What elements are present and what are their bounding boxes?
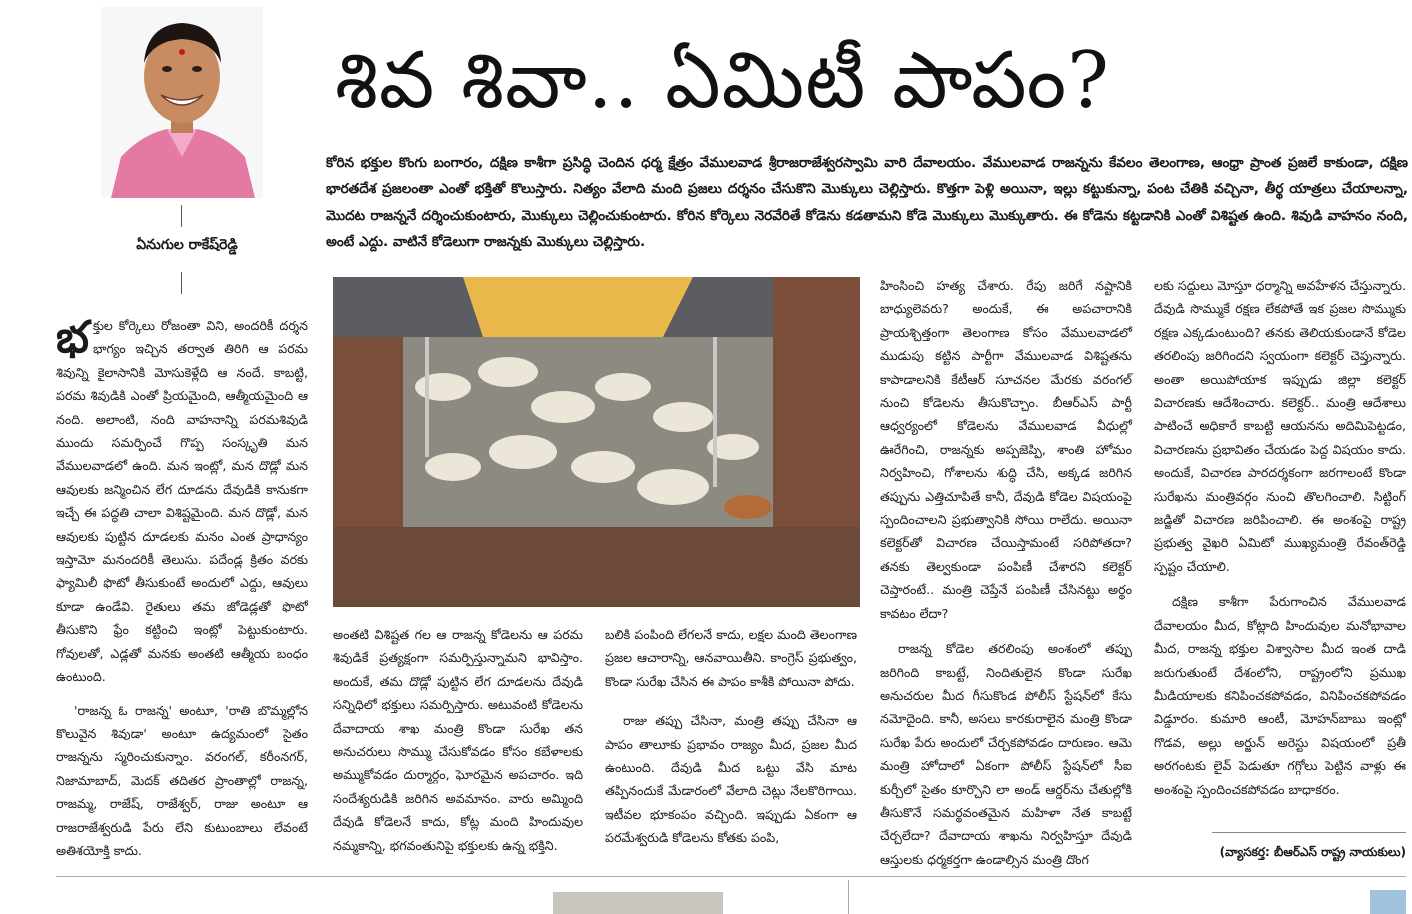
paragraph: హింసించి హత్య చేశారు. రేపు జరిగే నష్టానికి బాధ్యులెవరు? అందుకే, ఈ అపచారానికి ప్రాయశ్చిత్తంగా తెలంగాణ కోసం వేములవాడలో ముడుపు కట్టిన పార్టీగా వేములవాడ విశిష్టతను కాపాడాలనికి కేటీఆర్ సూచనల మేరకు వరంగల్ నుంచి కోడెలను తీసుకొచ్చాం. బీఆర్ఎస్ పార్టీ ఆధ్వర్యంలో కోడెలను వేములవాడ వీధుల్లో ఊరేగించి, రాజన్నకు అప్పజెప్పి, శాంతి హోమం నిర్వహించి, గోశాలను శుద్ధి చేసి, అక్కడ జరిగిన తప్పును ఎత్తిచూపితే కానీ, దేవుడి కోడెల విషయంపై స్పందించాలని ప్రభుత్వానికి సోయి రాలేదు. అయినా కలెక్టర్‌తో విచారణ చేయిస్తామంటే సరిపోతదా? తనకు తెల్వకుండా పంపిణీ చేశారని కలెక్టర్ చెప్తారంటే.. మంత్రి చెప్తేనే పంపిణీ చేసినట్టు అర్థం కావటం లేదా?	[880, 278, 1132, 621]
next-article-fragment	[553, 892, 723, 914]
article-column-3	[605, 623, 857, 850]
drop-cap: భ	[56, 312, 89, 363]
intro-paragraph: కోరిన భక్తుల కొంగు బంగారం, దక్షిణ కాశీగా ప్రసిద్ధి చెందిన ధర్మ క్షేత్రం వేములవాడ శ్రీరాజరాజేశ్వరస్వామి వారి దేవాలయం. వేములవాడ రాజన్నను కేవలం తెలంగాణ, ఆంధ్రా ప్రాంత ప్రజలే కాకుండా, దక్షిణ భారతదేశ ప్రజలంతా ఎంతో భక్తితో కొలుస్తారు. నిత్యం వేలాది మంది ప్రజలు దర్శనం చేసుకొని మొక్కులు చెల్లిస్తారు. కొత్తగా పెళ్లి అయినా, ఇల్లు కట్టుకున్నా, పంట చేతికి వచ్చినా, తీర్థ యాత్రలు చేయాలన్నా, మొదట రాజన్ననే దర్శించుకుంటారు, మొక్కులు చెల్లించుకుంటారు. కోరిన కోర్కెలు నెరవేరితే కోడెను కడతామని కోడె మొక్కులు మొక్కుతారు. ఈ కోడెను కట్టడానికి ఎంతో విశిష్టత ఉంది. శివుడి వాహనం నంది, అంటే ఎద్దు. వాటినే కోడెలుగా రాజన్నకు మొక్కులు చెల్లిస్తారు.	[326, 155, 1408, 251]
paragraph: లకు సద్దులు మోస్తూ ధర్మాన్ని అవహేళన చేస్తున్నారు. దేవుడి సొమ్ముకే రక్షణ లేకపోతే ఇక ప్రజల సొమ్ముకు రక్షణ ఎక్కడుంటుంది? తనకు తెలియకుండానే కోడెల తరలింపు జరిగిందని స్వయంగా కలెక్టర్ చెప్తున్నారు. అంతా అయిపోయాక ఇప్పుడు జిల్లా కలెక్టర్ విచారణకు ఆదేశించారు. కలెక్టర్.. మంత్రి ఆదేశాలు పాటించే అధికారే కాబట్టి ఆయనను అదిమిపెట్టడం, విచారణను ప్రభావితం చేయడం పెద్ద విషయం కాదు. అందుకే, విచారణ పారదర్శకంగా జరగాలంటే కొండా సురేఖను మంత్రివర్గం నుంచి తొలగించాలి. సిట్టింగ్ జడ్జితో విచారణ జరిపించాలి. ఈ అంశంపై రాష్ట్ర ప్రభుత్వ వైఖరి ఏమిటో ముఖ్యమంత్రి రేవంత్‌రెడ్డి స్పష్టం చేయాలి.	[1154, 278, 1406, 574]
author-photo	[101, 7, 263, 198]
paragraph: బలికి పంపింది లేగలనే కాదు, లక్షల మంది తెలంగాణ ప్రజల ఆచారాన్ని, ఆనవాయితీని. కాంగ్రెస్ ప్రభుత్వం, కొండా సురేఖ చేసిన ఈ పాపం కాశీకి పోయినా పోదు.	[605, 627, 857, 689]
paragraph: రాజన్న కోడెల తరలింపు అంశంలో తప్పు జరిగింది కాబట్టే, నిందితులైన కొండా సురేఖ అనుచరుల మీద గీసుకొండ పోలీస్ స్టేషన్‌లో కేసు నమోదైంది. కానీ, అసలు కారకురాలైన మంత్రి కొండా సురేఖ పేరు అందులో చేర్చకపోవడం దారుణం. ఆమె మంత్రి హోదాలో ఏకంగా పోలీస్ స్టేషన్‌లో సీఐ కుర్చీలో సైతం కూర్చొని లా అండ్ ఆర్డర్‌ను చేతుల్లోకి తీసుకొనే సమర్థవంతమైన మహిళా నేత కాబట్టే చేర్చలేదా? దేవాదాయ శాఖను నిర్వహిస్తూ దేవుడి ఆస్తులకు ధర్మకర్తగా ఉండాల్సిన మంత్రి దొంగ	[880, 641, 1132, 867]
bottom-rule	[56, 876, 1406, 877]
divider-rule	[181, 272, 182, 294]
article-column-4	[880, 274, 1132, 871]
headline: శివ శివా.. ఏమిటీ పాపం?	[335, 36, 1110, 126]
paragraph: భక్తుల కోర్కెలు రోజంతా విని, అందరికీ దర్శన భాగ్యం ఇచ్చిన తర్వాత తిరిగి ఆ పరమ శివున్ని కైలాసానికి మోసుకెళ్లేది ఆ నందే. కాబట్టి, పరమ శివుడికి ఎంతో ప్రియమైంది, ఆత్మీయమైంది ఆ నంది. అలాంటి, నంది వాహనాన్ని పరమశివుడి ముందు సమర్పించే గొప్ప సంస్కృతి మన వేములవాడలో ఉంది. మన ఇంట్లో, మన దొడ్లో మన ఆవులకు జన్మించిన లేగ దూడను దేవుడికి కానుకగా ఇచ్చే ఈ పద్ధతి చాలా విశిష్టమైంది. మన దొడ్లో, మన ఆవులకు పుట్టిన దూడలకు మనం ఎంత ప్రాధాన్యం ఇస్తామో మనందరికీ తెలుసు. పదేండ్ల క్రితం వరకు ఫ్యామిలీ ఫొటో తీసుకుంటే అందులో ఎద్దు, ఆవులు కూడా ఉండేవి. రైతులు తమ జోడెడ్లతో ఫొటో తీసుకొని ఫ్రేం కట్టించి ఇంట్లో పెట్టుకుంటారు. గోవులతో, ఎడ్లతో మనకు అంతటి ఆత్మీయ బంధం ఉంటుంది.	[56, 312, 308, 685]
credit-rule	[1212, 832, 1406, 833]
article-column-1	[56, 314, 308, 862]
paragraph: 'రాజన్న ఓ రాజన్న' అంటూ, 'రాతి బొమ్మల్లోన కొలువైన శివుడా' అంటూ ఉద్యమంలో సైతం రాజన్నను స్మరించుకున్నాం. వరంగల్, కరీంనగర్, నిజామాబాద్, మెదక్ తదితర ప్రాంతాల్లో రాజన్న, రాజమ్మ, రాజేష్, రాజేశ్వర్, రాజు అంటూ ఆ రాజరాజేశ్వరుడి పేరు లేని కుటుంబాలు లేవంటే అతిశయోక్తి కాదు.	[56, 702, 308, 858]
paragraph: రాజు తప్పు చేసినా, మంత్రి తప్పు చేసినా ఆ పాపం తాలూకు ప్రభావం రాజ్యం మీద, ప్రజల మీద ఉంటుంది. దేవుడి మీద ఒట్టు వేసి మాట తప్పినందుకే మేడారంలో వేలాది చెట్లు నేలకొరిగాయి. ఇటీవల భూకంపం వచ్చింది. ఇప్పుడు ఏకంగా ఆ పరమేశ్వరుడి కోడెలను కోతకు పంపి,	[605, 713, 857, 846]
author-name: ఏనుగుల రాకేష్‌రెడ్డి	[136, 237, 238, 253]
author-credit: (వ్యాసకర్త: బీఆర్ఎస్ రాష్ట్ర నాయకులు)	[1219, 845, 1406, 859]
temple-cattle-photo	[333, 277, 860, 607]
paragraph: దక్షిణ కాశీగా పేరుగాంచిన వేములవాడ దేవాలయం మీద, కోట్లాది హిందువుల మనోభావాల మీద, రాజన్న భక్తుల విశ్వాసాల మీద ఇంత దాడి జరుగుతుంటే దేశంలోని, రాష్ట్రంలోని ప్రముఖ మీడియాలకు కనిపించకపోవడం, వినిపించకపోవడం విడ్డూరం. కుమారి ఆంటీ, మోహన్‌బాబు ఇంట్లో గొడవ, అల్లు అర్జున్ అరెస్టు విషయంలో ప్రతీ అరగంటకు లైవ్ పెడుతూ గగ్గోలు పెట్టిన వాళ్లు ఈ అంశంపై స్పందించకపోవడం బాధాకరం.	[1154, 594, 1406, 797]
article-column-2	[333, 623, 583, 857]
next-article-fragment	[1370, 890, 1406, 914]
author-portrait	[101, 7, 263, 198]
divider-rule	[181, 205, 182, 227]
paragraph: అంతటి విశిష్టత గల ఆ రాజన్న కోడెలను ఆ పరమ శివుడికే ప్రత్యక్షంగా సమర్పిస్తున్నామని భావిస్తాం. అందుకే, తమ దొడ్లో పుట్టిన లేగ దూడలను దేవుడి సన్నిధిలో భక్తులు సమర్పిస్తారు. అటువంటి కోడెలను దేవాదాయ శాఖ మంత్రి కొండా సురేఖ తన అనుచరులు సొమ్ము చేసుకోవడం కోసం కబేళాలకు అమ్ముకోవడం దుర్మార్గం, ఘోరమైన అపచారం. ఇది సందేశ్యరుడికి జరిగిన అవమానం. వారు అమ్మింది దేవుడి కోడెలనే కాదు, కోట్ల మంది హిందువుల నమ్మకాన్ని, భగవంతునిపై భక్తులకు ఉన్న భక్తిని.	[333, 627, 583, 853]
article-column-5	[1154, 274, 1406, 801]
column-rule	[848, 880, 849, 914]
news-photo	[333, 277, 860, 607]
